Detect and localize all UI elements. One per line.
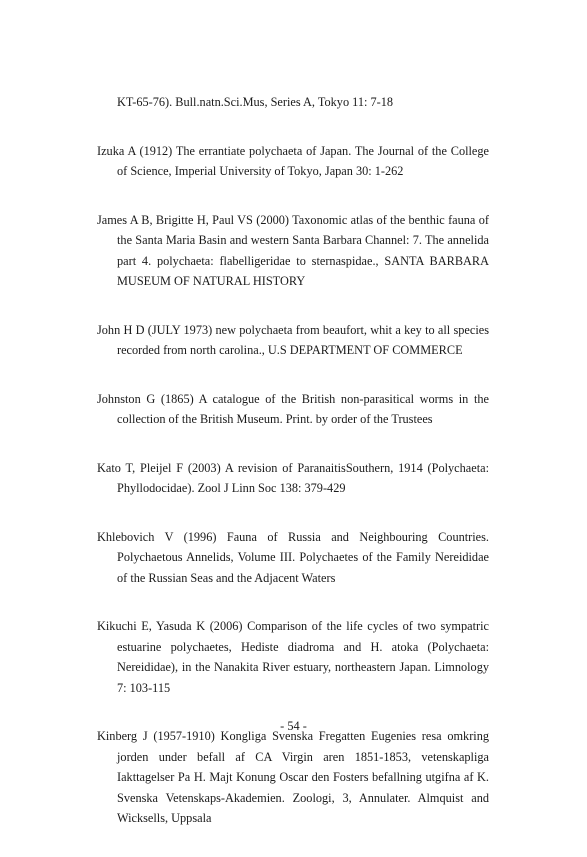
reference-entry: Johnston G (1865) A catalogue of the British non-parasitical worms in the collection of the British Museum. Print. by order of the Trustees — [97, 391, 489, 426]
reference-entry: John H D (JULY 1973) new polychaeta from beaufort, whit a key to all species recorded from north carolina., U.S DEPARTMENT OF COMMERCE — [97, 322, 489, 357]
reference-entry: Khlebovich V (1996) Fauna of Russia and Neighbouring Countries. Polychaetous Annelids, Volume III. Polychaetes of the Family Nereididae of the Russian Seas and the Adjacent Waters — [97, 529, 489, 585]
reference-entry: KT-65-76). Bull.natn.Sci.Mus, Series A, Tokyo 11: 7-18 — [117, 95, 394, 109]
reference-entry: Kato T, Pleijel F (2003) A revision of ParanaitisSouthern, 1914 (Polychaeta: Phyllodocidae). Zool J Linn Soc 138: 379-429 — [97, 460, 489, 495]
page-number: - 54 - — [280, 719, 307, 733]
reference-list — [97, 92, 489, 857]
reference-entry: Kikuchi E, Yasuda K (2006) Comparison of the life cycles of two sympatric estuarine polychaetes, Hediste diadroma and H. atoka (Polychaeta: Nereididae), in the Nanakita River estuary, northeastern Japan. Limnology 7: 103-115 — [97, 619, 489, 695]
reference-entry: Izuka A (1912) The errantiate polychaeta of Japan. The Journal of the College of Science, Imperial University of Tokyo, Japan 30: 1-262 — [97, 143, 489, 178]
reference-entry: James A B, Brigitte H, Paul VS (2000) Taxonomic atlas of the benthic fauna of the Santa Maria Basin and western Santa Barbara Channel: 7. The annelida part 4. polychaeta: flabelligeridae to sternaspidae., SANTA BARBARA MUSEUM OF NATURAL HISTORY — [97, 212, 489, 288]
reference-entry: Kinberg J (1957-1910) Kongliga Svenska Fregatten Eugenies resa omkring jorden under befall af CA Virgin aren 1851-1853, vetenskapliga Iakttagelser Pa H. Majt Konung Oscar den Fosters befallning utgifna af K. Svenska Vetenskaps-Akademien. Zoologi, 3, Annulater. Almquist and Wicksells, Uppsala — [97, 729, 489, 825]
